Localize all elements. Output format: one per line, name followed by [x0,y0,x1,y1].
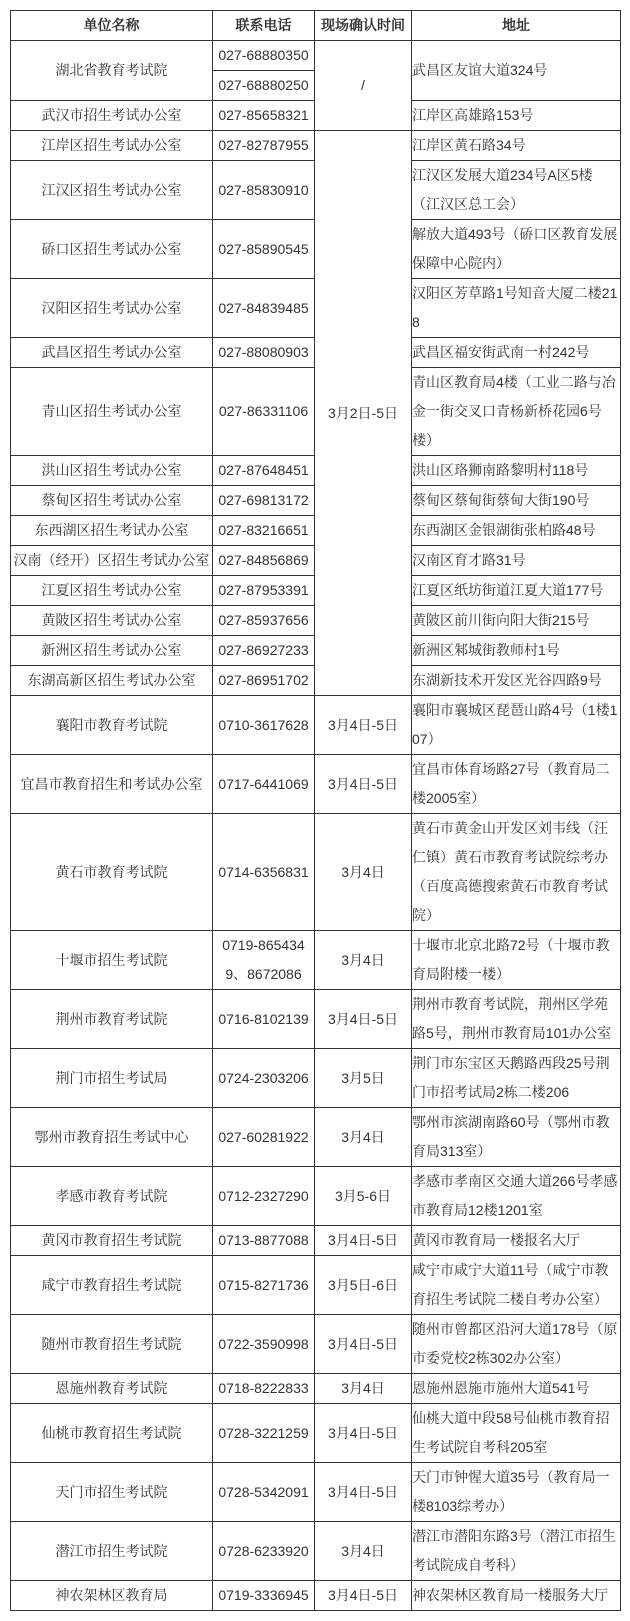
table-row [11,1463,621,1522]
column-header-phone: 联系电话 [213,11,315,41]
cell-unit-name: 东西湖区招生考试办公室 [11,516,213,546]
cell-address: 新洲区邾城街教师村1号 [412,636,621,666]
table-row [11,990,621,1049]
cell-address: 汉南区育才路31号 [412,546,621,576]
cell-address: 洪山区珞狮南路黎明村118号 [412,456,621,486]
header-row [11,11,621,41]
cell-confirm-time: 3月4日 [315,1374,412,1404]
cell-confirm-time: 3月4日 [315,814,412,931]
cell-phone: 0728-3221259 [213,1404,315,1463]
cell-phone: 0719-8654349、8672086 [213,931,315,990]
cell-confirm-time: 3月4日-5日 [315,696,412,755]
cell-phone: 0728-6233920 [213,1522,315,1581]
cell-address: 江汉区发展大道234号A区5楼（江汉区总工会） [412,161,621,220]
cell-confirm-time: 3月4日-5日 [315,1315,412,1374]
cell-unit-name: 黄石市教育考试院 [11,814,213,931]
cell-address: 荆州市教育考试院，荆州区学苑路5号，荆州市教育局101办公室 [412,990,621,1049]
cell-unit-name: 潜江市招生考试院 [11,1522,213,1581]
table-row [11,755,621,814]
cell-phone: 0710-3617628 [213,696,315,755]
column-header-unit-name: 单位名称 [11,11,213,41]
table-body [11,41,621,1611]
cell-phone: 0718-8222833 [213,1374,315,1404]
cell-address: 青山区教育局4楼（工业二路与冶金一街交叉口青杨新桥花园6号楼） [412,368,621,456]
cell-confirm-time: 3月4日-5日 [315,1463,412,1522]
cell-unit-name: 湖北省教育考试院 [11,41,213,101]
cell-unit-name: 武昌区招生考试办公室 [11,338,213,368]
cell-address: 黄石市黄金山开发区刘韦线（汪仁镇）黄石市教育考试院综考办（百度高德搜索黄石市教育考试院） [412,814,621,931]
cell-address: 潜江市潜阳东路3号（潜江市招生考试院成自考科） [412,1522,621,1581]
cell-phone: 0717-6441069 [213,755,315,814]
column-header-confirm-time: 现场确认时间 [315,11,412,41]
cell-phone: 0719-3336945 [213,1581,315,1611]
cell-address: 东湖新技术开发区光谷四路9号 [412,666,621,696]
cell-phone: 027-68880250 [213,71,315,101]
cell-address: 神农架林区教育局一楼服务大厅 [412,1581,621,1611]
cell-phone: 027-85830910 [213,161,315,220]
cell-address: 江夏区纸坊街道江夏大道177号 [412,576,621,606]
cell-confirm-time: 3月4日-5日 [315,755,412,814]
table-row [11,1404,621,1463]
cell-address: 天门市钟惺大道35号（教育局一楼8103综考办） [412,1463,621,1522]
cell-unit-name: 荆门市招生考试局 [11,1049,213,1108]
cell-confirm-time: 3月4日 [315,1522,412,1581]
cell-unit-name: 武汉市招生考试办公室 [11,101,213,131]
cell-phone: 027-86331106 [213,368,315,456]
table-row [11,1167,621,1226]
registration-confirmation-table [10,10,621,1611]
cell-phone: 0713-8877088 [213,1226,315,1256]
cell-unit-name: 黄陂区招生考试办公室 [11,606,213,636]
table-row [11,1522,621,1581]
cell-address: 黄冈市教育局一楼报名大厅 [412,1226,621,1256]
cell-confirm-time: / [315,41,412,131]
column-header-address: 地址 [412,11,621,41]
cell-unit-name: 青山区招生考试办公室 [11,368,213,456]
cell-address: 孝感市孝南区交通大道266号孝感市教育局12楼1201室 [412,1167,621,1226]
cell-unit-name: 东湖高新区招生考试办公室 [11,666,213,696]
cell-phone: 027-83216651 [213,516,315,546]
cell-confirm-time: 3月4日 [315,1108,412,1167]
cell-phone: 0722-3590998 [213,1315,315,1374]
cell-phone: 027-87953391 [213,576,315,606]
cell-address: 恩施州恩施市施州大道541号 [412,1374,621,1404]
cell-phone: 0724-2303206 [213,1049,315,1108]
cell-unit-name: 江夏区招生考试办公室 [11,576,213,606]
cell-phone: 027-85937656 [213,606,315,636]
cell-phone: 027-86927233 [213,636,315,666]
cell-phone: 0714-6356831 [213,814,315,931]
cell-phone: 027-68880350 [213,41,315,71]
table-row [11,1256,621,1315]
cell-confirm-time: 3月4日-5日 [315,990,412,1049]
cell-address: 十堰市北京北路72号（十堰市教育局附楼一楼） [412,931,621,990]
table-row [11,931,621,990]
cell-address: 解放大道493号（硚口区教育发展保障中心院内） [412,220,621,279]
cell-unit-name: 汉阳区招生考试办公室 [11,279,213,338]
cell-unit-name: 新洲区招生考试办公室 [11,636,213,666]
table-header [11,11,621,41]
cell-phone: 027-84839485 [213,279,315,338]
cell-phone: 027-69813172 [213,486,315,516]
cell-address: 随州市曾都区沿河大道178号（原市委党校2栋302办公室） [412,1315,621,1374]
cell-unit-name: 宜昌市教育招生和考试办公室 [11,755,213,814]
cell-phone: 027-84856869 [213,546,315,576]
cell-address: 仙桃大道中段58号仙桃市教育招生考试院自考科205室 [412,1404,621,1463]
table-row [11,696,621,755]
table-row [11,1374,621,1404]
cell-unit-name: 鄂州市教育招生考试中心 [11,1108,213,1167]
cell-unit-name: 随州市教育招生考试院 [11,1315,213,1374]
cell-unit-name: 孝感市教育考试院 [11,1167,213,1226]
cell-address: 江岸区高雄路153号 [412,101,621,131]
table-row [11,131,621,161]
cell-confirm-time: 3月4日 [315,931,412,990]
cell-address: 荆门市东宝区天鹅路西段25号荆门市招考试局2栋二楼206 [412,1049,621,1108]
cell-phone: 0715-8271736 [213,1256,315,1315]
cell-unit-name: 天门市招生考试院 [11,1463,213,1522]
cell-address: 襄阳市襄城区琵琶山路4号（1楼107） [412,696,621,755]
cell-unit-name: 汉南（经开）区招生考试办公室 [11,546,213,576]
cell-address: 江岸区黄石路34号 [412,131,621,161]
cell-unit-name: 恩施州教育考试院 [11,1374,213,1404]
cell-unit-name: 十堰市招生考试院 [11,931,213,990]
cell-unit-name: 咸宁市教育招生考试院 [11,1256,213,1315]
cell-phone: 0728-5342091 [213,1463,315,1522]
cell-confirm-time: 3月4日-5日 [315,1581,412,1611]
cell-address: 蔡甸区蔡甸街蔡甸大街190号 [412,486,621,516]
table-row [11,1226,621,1256]
cell-address: 武昌区友谊大道324号 [412,41,621,101]
cell-address: 宜昌市体育场路27号（教育局二楼2005室） [412,755,621,814]
cell-address: 武昌区福安街武南一村242号 [412,338,621,368]
cell-phone: 027-85658321 [213,101,315,131]
cell-phone: 027-85890545 [213,220,315,279]
cell-confirm-time: 3月5-6日 [315,1167,412,1226]
table-row [11,1108,621,1167]
cell-unit-name: 黄冈市教育招生考试院 [11,1226,213,1256]
cell-unit-name: 江汉区招生考试办公室 [11,161,213,220]
table-row [11,41,621,71]
cell-address: 鄂州市滨湖南路60号（鄂州市教育局313室） [412,1108,621,1167]
cell-confirm-time: 3月5日-6日 [315,1256,412,1315]
cell-phone: 027-60281922 [213,1108,315,1167]
cell-address: 东西湖区金银湖街张柏路48号 [412,516,621,546]
cell-address: 汉阳区芳草路1号知音大厦二楼218 [412,279,621,338]
cell-phone: 027-88080903 [213,338,315,368]
cell-unit-name: 蔡甸区招生考试办公室 [11,486,213,516]
cell-unit-name: 荆州市教育考试院 [11,990,213,1049]
cell-confirm-time: 3月4日-5日 [315,1404,412,1463]
table-row [11,1049,621,1108]
cell-confirm-time: 3月5日 [315,1049,412,1108]
cell-confirm-time: 3月2日-5日 [315,131,412,696]
table-row [11,1581,621,1611]
table-row [11,1315,621,1374]
cell-unit-name: 洪山区招生考试办公室 [11,456,213,486]
cell-unit-name: 江岸区招生考试办公室 [11,131,213,161]
table-row [11,814,621,931]
cell-unit-name: 硚口区招生考试办公室 [11,220,213,279]
cell-unit-name: 仙桃市教育招生考试院 [11,1404,213,1463]
cell-address: 咸宁市咸宁大道11号（咸宁市教育招生考试院二楼自考办公室） [412,1256,621,1315]
cell-address: 黄陂区前川街向阳大街215号 [412,606,621,636]
cell-phone: 027-82787955 [213,131,315,161]
cell-phone: 0716-8102139 [213,990,315,1049]
cell-unit-name: 神农架林区教育局 [11,1581,213,1611]
cell-phone: 0712-2327290 [213,1167,315,1226]
cell-unit-name: 襄阳市教育考试院 [11,696,213,755]
cell-phone: 027-86951702 [213,666,315,696]
cell-confirm-time: 3月4日-5日 [315,1226,412,1256]
cell-phone: 027-87648451 [213,456,315,486]
